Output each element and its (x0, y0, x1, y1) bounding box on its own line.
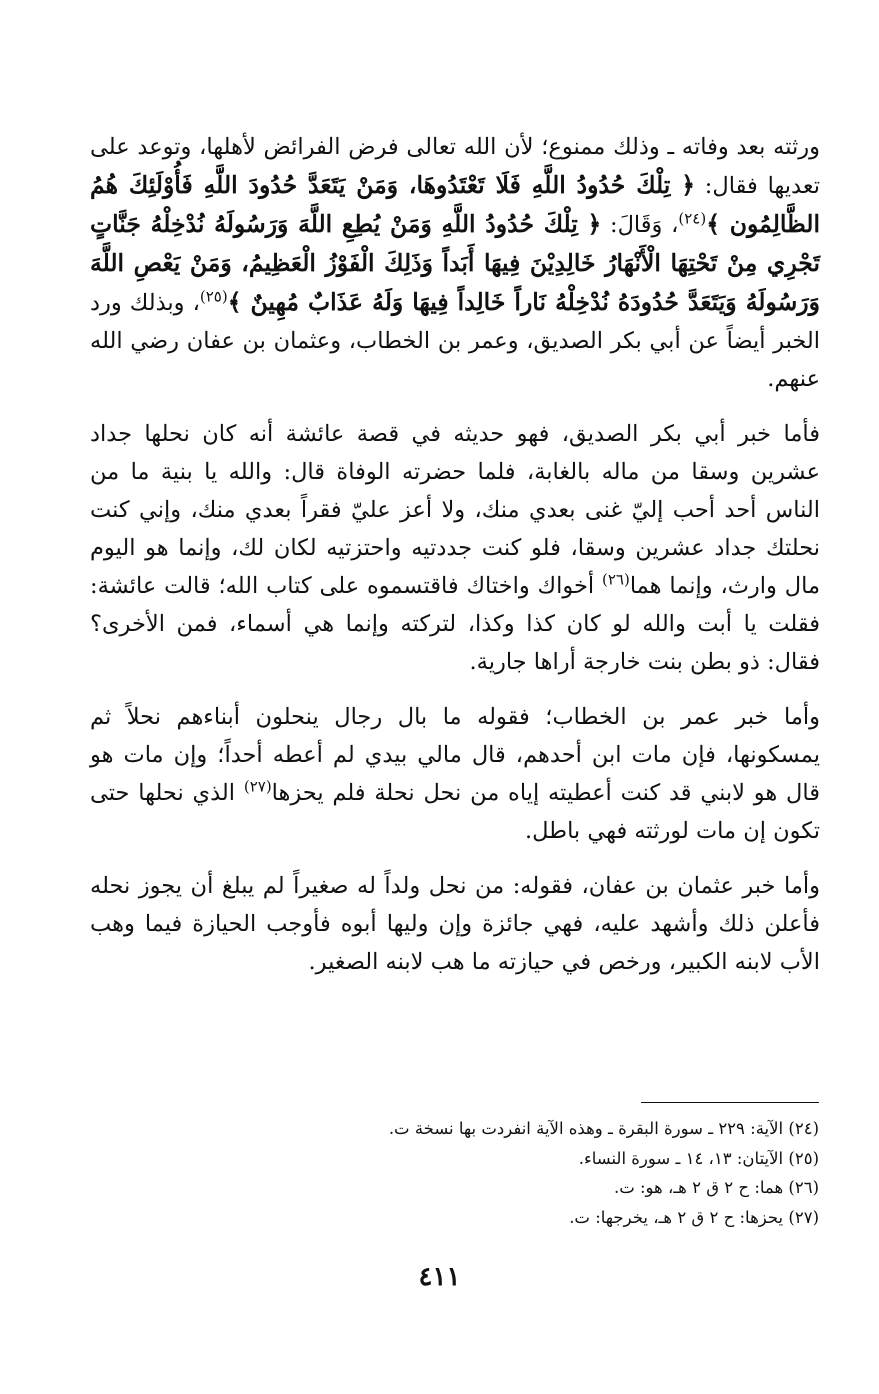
paragraph-umar (90, 698, 820, 850)
body-text: وأما خبر عمر بن الخطاب؛ فقوله ما بال رجال ينحلون أبناءهم نحلاً ثم يمسكونها، فإن مات ابن أحدهم، قال مالي بيدي لم أعطه أحداً؛ وإن مات هو قال هو لابني قد كنت أعطيته إياه من نحل نحلة فلم يحزها (90, 704, 820, 806)
body-text: وأما خبر عثمان بن عفان، فقوله: من نحل ولداً له صغيراً لم يبلغ أن يجوز نحله فأعلن ذلك وأشهد عليه، فهي جائزة وإن وليها أبوه فأوجب الحيازة فيما وهب الأب لابنه الكبير، ورخص في حيازته ما هب لابنه الصغير. (90, 873, 820, 975)
paragraph-uthman (90, 867, 820, 981)
body-text: ، وبذلك ورد الخبر أيضاً عن أبي بكر الصديق، وعمر بن الخطاب، وعثمان بن عفان رضي الله عنهم. (90, 290, 820, 392)
footnote-ref[interactable]: (٢٥) (199, 287, 228, 306)
body-text: أخواك واختاك فاقتسموه على كتاب الله؛ قالت عائشة: فقلت يا أبت والله لو كان كذا وكذا، لتركته وإنما هي أسماء، فمن الأخرى؟ فقال: ذو بطن بنت خارجة أراها جارية. (90, 573, 820, 675)
body-text: فأما خبر أبي بكر الصديق، فهو حديثه في قصة عائشة أنه كان نحلها جداد عشرين وسقا من ماله بالغابة، فلما حضرته الوفاة قال: والله يا بنية ما من الناس أحد أحب إليّ غنى بعدي منك، ولا أعز عليّ فقراً بعدي منك، وإني كنت نحلتك جداد عشرين وسقا، فلو كنت جددتيه واحتزتيه لكان لك، وإنما هو اليوم مال وارث، وإنما هما (90, 421, 821, 599)
body-text: الذي نحلها حتى تكون إن مات لورثته فهي باطل. (90, 780, 820, 844)
footnote: (٢٥) الآيتان: ١٣، ١٤ ـ سورة النساء. (578, 1148, 819, 1168)
footnote: (٢٦) هما: ح ٢ ق ٢ هـ، هو: ت. (613, 1178, 819, 1197)
paragraph-abu-bakr (90, 415, 820, 681)
body-text: ، وَقَالَ: (601, 212, 679, 238)
page-body (90, 128, 820, 981)
footnote-ref[interactable]: (٢٧) (243, 777, 272, 796)
quran-verse: ﴿ تِلْكَ حُدُودُ اللَّهِ فَلَا تَعْتَدُوهَا، وَمَنْ يَتَعَدَّ حُدُودَ اللَّهِ فَأُوْلَئِكَ هُمُ الظَّالِمُون ﴾ (90, 171, 820, 238)
paragraph-inheritance-limits (90, 128, 820, 398)
footnote-separator (641, 1102, 819, 1103)
body-text: ورثته بعد وفاته ـ وذلك ممنوع؛ لأن الله تعالى فرض الفرائض لأهلها، وتوعد على تعديها فقال: (90, 134, 820, 199)
footnote: (٢٧) يحزها: ح ٢ ق ٢ هـ، يخرجها: ت. (569, 1207, 819, 1227)
footnote-ref[interactable]: (٢٤) (678, 209, 707, 228)
footnote: (٢٤) الآية: ٢٢٩ ـ سورة البقرة ـ وهذه الآية انفردت بها نسخة ت. (388, 1119, 819, 1138)
quran-verse: ﴿ تِلْكَ حُدُودُ اللَّهِ وَمَنْ يُطِعِ اللَّهَ وَرَسُولَهُ نُدْخِلْهُ جَنَّاتٍ تَجْرِي مِنْ تَحْتِهَا الْأَنْهَارُ خَالِدِيْنَ فِيهَا أَبَداً وَذَلِكَ الْفَوْزُ الْعَظِيمُ، وَمَنْ يَعْصِ اللَّهَ وَرَسُولَهُ وَيَتَعَدَّ حُدُودَهُ نُدْخِلْهُ نَاراً خَالِداً فِيهَا وَلَهُ عَذَابٌ مُهِينٌ ﴾ (90, 210, 820, 316)
footnote-ref[interactable]: (٢٦) (601, 570, 630, 589)
page-number: ٤١١ (418, 1262, 461, 1292)
footnotes (89, 1114, 819, 1232)
